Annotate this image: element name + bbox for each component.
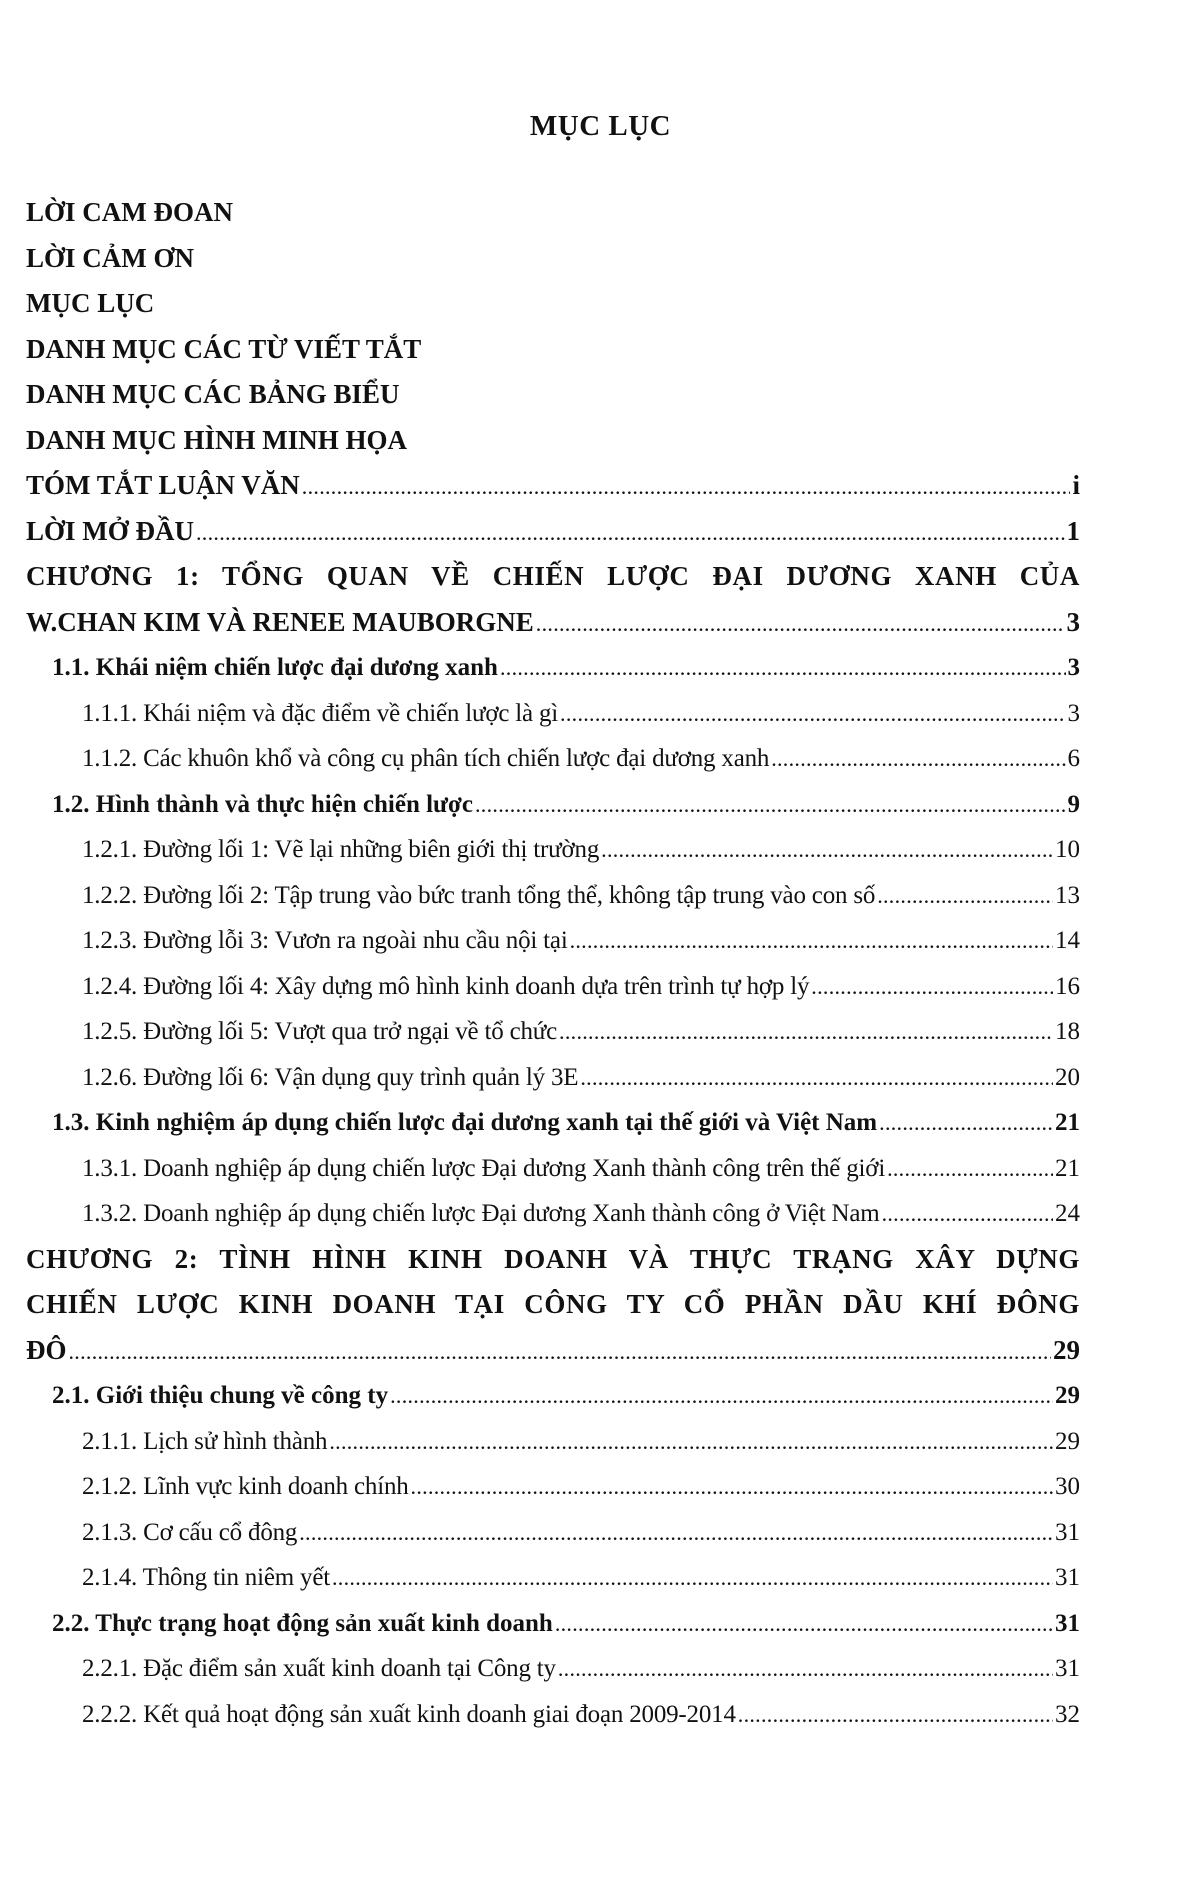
toc-entry-label: 1.1. Khái niệm chiến lược đại dương xanh — [52, 654, 498, 681]
toc-entry-label: ĐÔ — [26, 1334, 67, 1365]
toc-entry[interactable] — [26, 1055, 1080, 1101]
dot-leader — [580, 1055, 1053, 1101]
toc-entry[interactable] — [26, 1601, 1080, 1647]
toc-entry[interactable] — [26, 1646, 1080, 1692]
toc-entry-label: 2.2.2. Kết quả hoạt động sản xuất kinh doanh giai đoạn 2009-2014 — [82, 1700, 736, 1728]
toc-page-number: 29 — [1055, 1382, 1080, 1409]
toc-entry-label: W.CHAN KIM VÀ RENEE MAUBORGNE — [26, 606, 534, 637]
toc-chapter-heading-line: CHƯƠNG 2: TÌNH HÌNH KINH DOANH VÀ THỰC TRẠNG XÂY DỰNG — [26, 1243, 1080, 1274]
toc-page-number: 31 — [1055, 1655, 1080, 1682]
toc-entry[interactable] — [26, 1100, 1080, 1146]
toc-entry-label: 2.2. Thực trạng hoạt động sản xuất kinh doanh — [52, 1609, 553, 1637]
toc-page-number: 3 — [1067, 654, 1080, 681]
toc-entry-label: 1.1.1. Khái niệm và đặc điểm về chiến lược là gì — [82, 699, 559, 727]
toc-entry-label: 1.2.3. Đường lỗi 3: Vươn ra ngoài nhu cầu nội tại — [82, 927, 568, 954]
toc-entry-label: 1.2.4. Đường lối 4: Xây dựng mô hình kinh doanh dựa trên trình tự hợp lý — [82, 972, 810, 1000]
toc-entry[interactable] — [26, 1464, 1080, 1510]
toc-entry[interactable] — [26, 1692, 1080, 1738]
toc-entry[interactable] — [26, 645, 1080, 691]
toc-entry[interactable] — [26, 691, 1080, 737]
toc-page-number: 3 — [1067, 699, 1080, 727]
toc-page-number: 1 — [1066, 515, 1080, 546]
toc-page-number: 21 — [1055, 1109, 1080, 1136]
toc-page-number: 20 — [1055, 1063, 1080, 1091]
toc-entry-label: LỜI CAM ĐOAN — [26, 197, 233, 227]
toc-entry[interactable] — [26, 1419, 1080, 1465]
toc-page-number: 6 — [1067, 745, 1080, 772]
toc-page-number: 32 — [1055, 1700, 1080, 1728]
toc-entry[interactable] — [26, 782, 1080, 828]
toc-entry-label: LỜI CẢM ƠN — [26, 242, 194, 273]
toc-entry[interactable] — [26, 418, 1080, 464]
toc-page-number: 31 — [1055, 1518, 1080, 1546]
toc-entry-label: TÓM TẮT LUẬN VĂN — [26, 470, 300, 500]
toc-entry[interactable] — [26, 463, 1080, 509]
toc-entry-label: LỜI MỞ ĐẦU — [26, 515, 194, 546]
toc-entry-label: 1.3.2. Doanh nghiệp áp dụng chiến lược Đại dương Xanh thành công ở Việt Nam — [82, 1200, 880, 1227]
toc-entry-label: 2.2.1. Đặc điểm sản xuất kinh doanh tại Công ty — [82, 1655, 556, 1682]
toc-entry-label: 2.1.4. Thông tin niêm yết — [82, 1564, 330, 1591]
toc-chapter-heading-line: CHIẾN LƯỢC KINH DOANH TẠI CÔNG TY CỔ PHẦN DẦU KHÍ ĐÔNG — [26, 1289, 1080, 1319]
dot-leader — [475, 782, 1066, 828]
page-title: MỤC LỤC — [529, 110, 672, 142]
dot-leader — [738, 1692, 1053, 1738]
dot-leader — [302, 463, 1071, 510]
toc-entry[interactable] — [26, 1328, 1080, 1374]
dot-leader — [332, 1555, 1053, 1601]
toc-entry[interactable] — [26, 1191, 1080, 1237]
toc-page-number: 29 — [1055, 1427, 1080, 1455]
toc-page-number: 24 — [1055, 1200, 1080, 1227]
dot-leader — [559, 1009, 1053, 1055]
toc-page-number: 31 — [1055, 1609, 1080, 1637]
toc-page-number: 16 — [1055, 972, 1080, 1000]
toc-entry[interactable] — [26, 509, 1080, 555]
toc-entry[interactable] — [26, 1510, 1080, 1556]
dot-leader — [560, 691, 1065, 737]
toc-entry-label: 2.1. Giới thiệu chung về công ty — [52, 1382, 389, 1409]
toc-page-number: 13 — [1055, 881, 1080, 909]
toc-page-number: 3 — [1066, 606, 1080, 637]
toc-entry[interactable] — [26, 964, 1080, 1010]
toc-entry[interactable] — [26, 827, 1080, 873]
dot-leader — [879, 1100, 1053, 1146]
toc-page-number: 29 — [1053, 1334, 1080, 1365]
toc-entry[interactable] — [26, 1373, 1080, 1419]
toc-page-number: 9 — [1067, 790, 1080, 818]
toc-page-number: 21 — [1055, 1154, 1080, 1182]
toc-entry[interactable] — [26, 190, 1080, 236]
toc-entry-label: DANH MỤC CÁC TỪ VIẾT TẮT — [26, 333, 422, 364]
toc-entry[interactable] — [26, 236, 1080, 282]
dot-leader — [299, 1510, 1053, 1556]
dot-leader — [411, 1464, 1053, 1510]
toc-entry-label: 1.2.6. Đường lối 6: Vận dụng quy trình quản lý 3E — [82, 1063, 579, 1091]
toc-entry-label: 1.3.1. Doanh nghiệp áp dụng chiến lược Đại dương Xanh thành công trên thế giới — [82, 1154, 886, 1182]
dot-leader — [500, 645, 1066, 691]
dot-leader — [887, 1146, 1053, 1192]
toc-entry-label: 1.2.2. Đường lối 2: Tập trung vào bức tranh tổng thể, không tập trung vào con số — [82, 881, 876, 909]
toc-page-number: 10 — [1055, 836, 1080, 863]
table-of-contents — [26, 190, 1080, 1737]
toc-entry[interactable] — [26, 327, 1080, 373]
dot-leader — [555, 1601, 1053, 1647]
toc-entry[interactable] — [26, 1146, 1080, 1192]
dot-leader — [601, 827, 1053, 873]
toc-entry-label: DANH MỤC HÌNH MINH HỌA — [26, 424, 407, 455]
toc-entry-label: 2.1.2. Lĩnh vực kinh doanh chính — [82, 1473, 409, 1500]
toc-entry[interactable] — [26, 1009, 1080, 1055]
toc-entry[interactable] — [26, 736, 1080, 782]
toc-entry-label: 1.2.5. Đường lối 5: Vượt qua trở ngại về tổ chức — [82, 1018, 558, 1045]
toc-page-number: 18 — [1055, 1018, 1080, 1045]
dot-leader — [771, 736, 1065, 782]
toc-entry[interactable] — [26, 372, 1080, 418]
toc-page-number: 30 — [1055, 1473, 1080, 1500]
toc-entry[interactable] — [26, 873, 1080, 919]
toc-entry-label: DANH MỤC CÁC BẢNG BIỂU — [26, 379, 400, 409]
toc-entry[interactable] — [26, 600, 1080, 646]
toc-page-number: i — [1072, 470, 1080, 500]
dot-leader — [536, 600, 1065, 647]
dot-leader — [570, 918, 1053, 964]
toc-chapter-heading-line: CHƯƠNG 1: TỔNG QUAN VỀ CHIẾN LƯỢC ĐẠI DƯƠNG XANH CỦA — [26, 561, 1080, 591]
toc-entry-label: 1.3. Kinh nghiệm áp dụng chiến lược đại dương xanh tại thế giới và Việt Nam — [52, 1109, 878, 1136]
toc-entry-label: 1.2. Hình thành và thực hiện chiến lược — [52, 790, 473, 818]
dot-leader — [877, 873, 1053, 919]
dot-leader — [882, 1191, 1053, 1237]
toc-page-number: 31 — [1055, 1564, 1080, 1591]
toc-entry-label: 1.2.1. Đường lối 1: Vẽ lại những biên giới thị trường — [82, 836, 600, 863]
toc-entry-label: 2.1.1. Lịch sử hình thành — [82, 1427, 328, 1455]
dot-leader — [196, 509, 1065, 556]
toc-entry[interactable] — [26, 281, 1080, 327]
toc-entry-label: 2.1.3. Cơ cấu cổ đông — [82, 1518, 298, 1546]
dot-leader — [558, 1646, 1053, 1692]
dot-leader — [811, 964, 1053, 1010]
dot-leader — [69, 1328, 1052, 1375]
toc-entry-label: MỤC LỤC — [26, 288, 155, 318]
toc-entry[interactable] — [26, 918, 1080, 964]
toc-entry[interactable] — [26, 1555, 1080, 1601]
toc-entry-label: 1.1.2. Các khuôn khổ và công cụ phân tích chiến lược đại dương xanh — [82, 745, 770, 772]
dot-leader — [390, 1373, 1053, 1419]
toc-page-number: 14 — [1055, 927, 1080, 954]
dot-leader — [329, 1419, 1053, 1465]
